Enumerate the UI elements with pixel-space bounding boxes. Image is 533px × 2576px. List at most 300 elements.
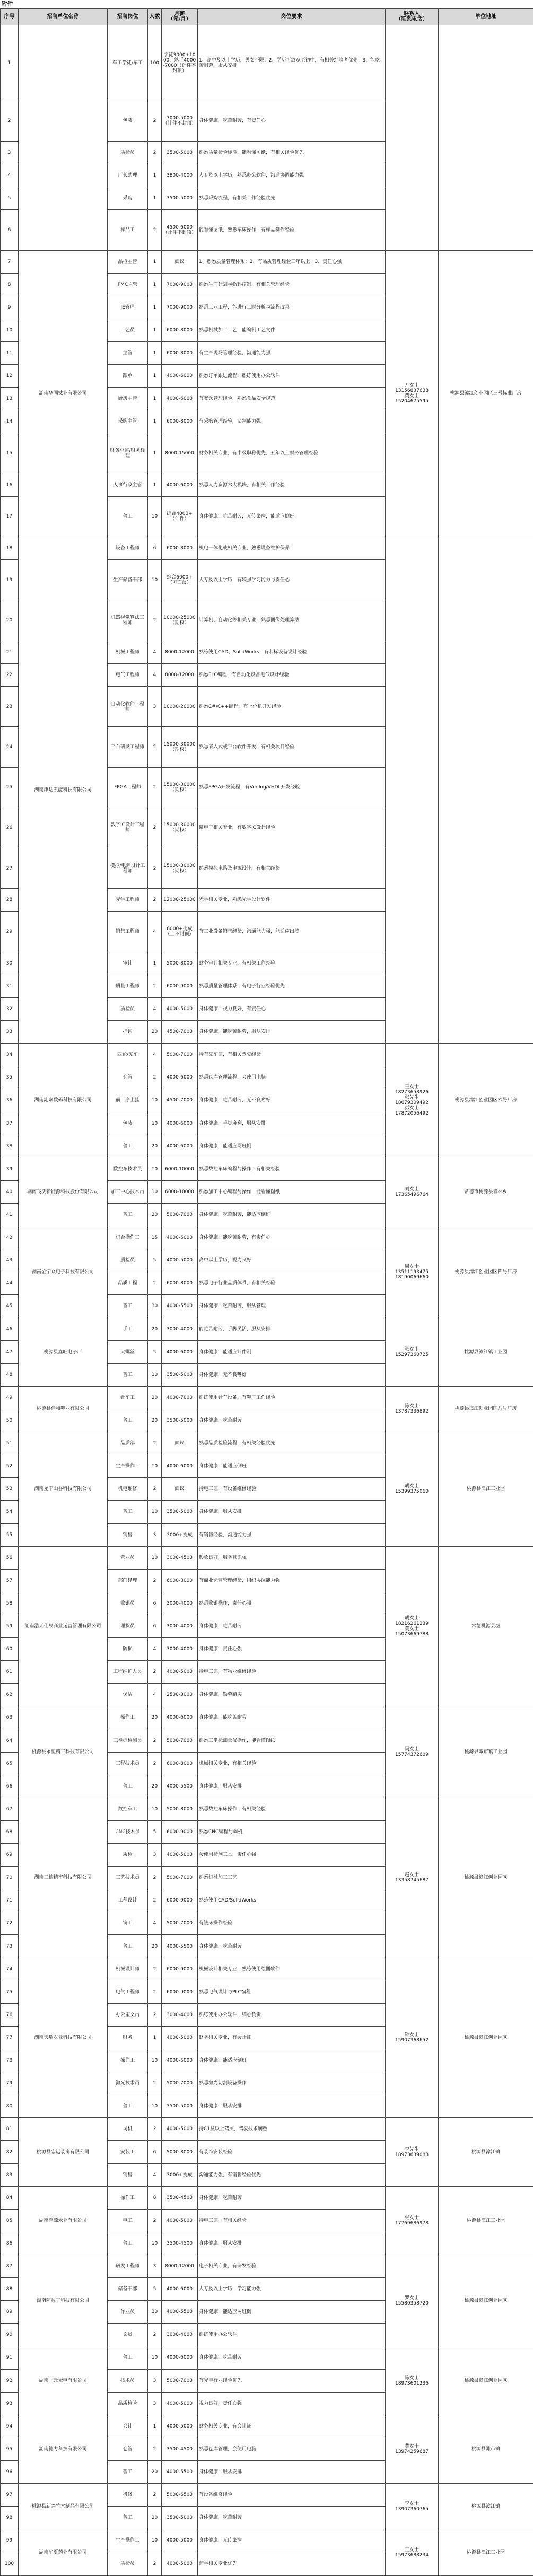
row-position: 质检	[108, 1844, 148, 1867]
row-salary: 4000-5500	[162, 1935, 198, 1958]
row-count: 10	[148, 1798, 162, 1820]
row-seq: 69	[1, 1844, 19, 1867]
row-count: 20	[148, 1021, 162, 1044]
row-seq: 21	[1, 641, 19, 663]
row-seq: 76	[1, 2003, 19, 2026]
row-requirements: 光学相关专业，熟悉光学设计软件	[198, 889, 386, 912]
row-requirements: 持有叉车证，有相关驾驶经验	[198, 1044, 386, 1066]
row-requirements: 熟悉C#/C++编程，有上位机开发经验	[198, 686, 386, 726]
row-salary: 4000-6000	[162, 1340, 198, 1363]
row-count: 1	[148, 388, 162, 410]
row-count: 10	[148, 1089, 162, 1112]
row-position: 质检员	[108, 2552, 148, 2576]
row-position: CNC技术员	[108, 1820, 148, 1843]
row-requirements: 有光电行业经验优先	[198, 2369, 386, 2392]
row-position: 生产储备干部	[108, 560, 148, 600]
row-requirements: 1、熟悉质量管理体系；2、有品质管理经验三年以上；3、责任心强	[198, 250, 386, 273]
row-position: 三坐标检测员	[108, 1729, 148, 1752]
row-position: 收银员	[108, 1592, 148, 1615]
row-count: 2	[148, 889, 162, 912]
row-seq: 53	[1, 1478, 19, 1501]
row-seq: 94	[1, 2415, 19, 2438]
document-title: 附件	[1, 1, 13, 7]
row-seq: 24	[1, 727, 19, 767]
row-salary: 3500-5000	[162, 1363, 198, 1386]
row-salary: 4500-6000（计件不封顶）	[162, 210, 198, 250]
row-requirements: 大专及以上学历，有较强学习能力与责任心	[198, 560, 386, 600]
row-requirements: 持电工证，有物业维修经验	[198, 1661, 386, 1684]
row-count: 30	[148, 1295, 162, 1318]
row-contact: 胡女士 15399375060	[386, 1432, 439, 1547]
table-row	[1, 1158, 533, 1180]
row-position: 储备干部	[108, 2278, 148, 2301]
row-position: 财务总监/财务经理	[108, 433, 148, 474]
row-position: 部门经理	[108, 1569, 148, 1592]
row-company: 桃源县鑫旺电子厂	[19, 1318, 108, 1386]
row-seq: 48	[1, 1363, 19, 1386]
row-seq: 4	[1, 164, 19, 187]
row-company: 湖南华夏药业有限公司	[19, 2529, 108, 2576]
row-position: 自动化软件工程师	[108, 686, 148, 726]
row-position: 机械工程师	[108, 641, 148, 663]
row-salary: 3500-5000	[162, 2095, 198, 2118]
row-salary: 5000-7000	[162, 1867, 198, 1889]
row-count: 4	[148, 663, 162, 686]
row-count: 2	[148, 1661, 162, 1684]
row-requirements: 能看懂图纸，熟悉车床操作，有样品制作经验	[198, 210, 386, 250]
row-position: 操作工	[108, 1706, 148, 1729]
row-count: 2	[148, 808, 162, 848]
row-salary: 3000-4000	[162, 1615, 198, 1637]
row-requirements: 财务相关专业，有会计证	[198, 2415, 386, 2438]
row-salary: 4000-5000	[162, 2392, 198, 2415]
row-requirements: 有设备维修经验	[198, 2484, 386, 2507]
row-count: 2	[148, 975, 162, 997]
row-seq: 6	[1, 210, 19, 250]
row-salary: 6000-8000	[162, 1752, 198, 1775]
row-count: 1	[148, 164, 162, 187]
row-seq: 33	[1, 1021, 19, 1044]
row-salary: 8000+提成（上不封顶）	[162, 912, 198, 952]
row-count: 10	[148, 2346, 162, 2369]
row-contact: 黄女士 13974259687	[386, 2415, 439, 2483]
row-salary: 6000-8000	[162, 1272, 198, 1295]
row-salary: 4000-6000	[162, 1066, 198, 1089]
row-position: 安装工	[108, 2141, 148, 2163]
header-count: 人数	[148, 9, 162, 25]
row-salary: 4000-5000	[162, 1661, 198, 1684]
row-salary: 10000-20000	[162, 686, 198, 726]
row-position: 车工学徒/车工	[108, 25, 148, 101]
row-count: 6	[148, 537, 162, 560]
row-seq: 85	[1, 2209, 19, 2232]
row-seq: 11	[1, 341, 19, 364]
row-salary: 5000-7000	[162, 1729, 198, 1752]
job-table-body	[1, 25, 533, 2576]
row-seq: 78	[1, 2049, 19, 2072]
row-salary: 4000-5500	[162, 1775, 198, 1798]
row-address: 桃源县漳江镇工业园	[439, 1318, 533, 1386]
row-requirements: 有装饰安装经验	[198, 2141, 386, 2163]
row-requirements: 机械相关专业，有相关经验	[198, 1752, 386, 1775]
row-position: FPGA工程师	[108, 767, 148, 808]
row-count: 1	[148, 2415, 162, 2438]
row-salary: 6000-9000	[162, 975, 198, 997]
row-company: 桃源县永恒精工科技有限公司	[19, 1706, 108, 1798]
row-count: 20	[148, 1409, 162, 1432]
row-position: 机器视觉算法工程师	[108, 600, 148, 641]
row-seq: 87	[1, 2255, 19, 2278]
row-company: 湖南飞沃新能源科技股份有限公司	[19, 1158, 108, 1226]
row-salary: 4000-6000	[162, 1455, 198, 1478]
row-contact: 陈女士 18973601236	[386, 2346, 439, 2415]
row-count: 5	[148, 1820, 162, 1843]
row-count: 20	[148, 1203, 162, 1226]
row-count: 10	[148, 560, 162, 600]
row-salary: 8000-12000	[162, 2255, 198, 2278]
row-requirements: 身体健康，服从安排	[198, 2232, 386, 2255]
row-salary: 4500-7000	[162, 1021, 198, 1044]
row-position: PMC主管	[108, 273, 148, 296]
row-seq: 62	[1, 1684, 19, 1706]
row-seq: 14	[1, 410, 19, 433]
row-salary: 6000-9000	[162, 1958, 198, 1981]
row-salary: 3500-5000	[162, 1501, 198, 1523]
row-address: 桃源县漳江工业园	[439, 1432, 533, 1547]
row-count: 2	[148, 1569, 162, 1592]
row-position: 铣工	[108, 1912, 148, 1935]
row-seq: 55	[1, 1523, 19, 1546]
row-count: 4	[148, 641, 162, 663]
row-requirements: 身体健康，吃苦耐劳	[198, 2186, 386, 2209]
row-seq: 19	[1, 560, 19, 600]
row-address: 桃源县漳江创业园区四号厂房	[439, 1226, 533, 1318]
row-requirements: 熟练使用办公软件	[198, 2324, 386, 2346]
table-row	[1, 25, 533, 101]
row-contact: 张女士 15297360725	[386, 1318, 439, 1386]
row-company: 湖南沁嘉数码科技有限公司	[19, 1044, 108, 1158]
table-row	[1, 2346, 533, 2369]
row-seq: 75	[1, 1981, 19, 2003]
row-requirements: 身体健康，吃苦耐劳，服从管理	[198, 1295, 386, 1318]
row-salary: 6000-8000	[162, 410, 198, 433]
row-requirements: 熟悉数控车床操作，有相关经验	[198, 1798, 386, 1820]
row-seq: 7	[1, 250, 19, 273]
row-requirements: 身体健康，服从安排	[198, 1501, 386, 1523]
row-salary: 4000-6000	[162, 2278, 198, 2301]
row-requirements: 熟练使用针车设备，有鞋厂工作经验	[198, 1386, 386, 1409]
row-requirements: 熟悉数控车床编程与操作，有相关经验	[198, 1158, 386, 1180]
row-seq: 16	[1, 474, 19, 496]
table-row	[1, 1386, 533, 1409]
row-seq: 31	[1, 975, 19, 997]
row-requirements: 身体健康，吃苦耐劳	[198, 1615, 386, 1637]
row-position: 激光技术员	[108, 2072, 148, 2095]
row-salary: 4000-5000	[162, 1844, 198, 1867]
row-position: 普工	[108, 2346, 148, 2369]
row-address	[439, 537, 533, 1044]
row-position: 仓管	[108, 1066, 148, 1089]
row-seq: 81	[1, 2118, 19, 2141]
table-row	[1, 1432, 533, 1455]
row-position: 样品工	[108, 210, 148, 250]
row-seq: 72	[1, 1912, 19, 1935]
row-seq: 1	[1, 25, 19, 101]
row-contact: 吴女士 15774372609	[386, 1706, 439, 1798]
row-position: 普工	[108, 1135, 148, 1158]
table-row	[1, 1958, 533, 1981]
row-salary: 4000-5000	[162, 2552, 198, 2576]
row-seq: 52	[1, 1455, 19, 1478]
row-requirements: 身体健康，服从安排	[198, 1775, 386, 1798]
row-requirements: 熟悉工业工程，能进行工时分析与流程改善	[198, 296, 386, 319]
row-position: 包装	[108, 101, 148, 141]
row-requirements: 身体健康，吃苦耐劳	[198, 2346, 386, 2369]
table-row	[1, 1318, 533, 1340]
row-company: 湖南天瑞农业科技有限公司	[19, 1958, 108, 2118]
row-requirements: 能吃苦耐劳，手脚灵活，服从安排	[198, 1318, 386, 1340]
row-count: 8	[148, 2186, 162, 2209]
row-requirements: 熟悉品质检验流程，有相关经验优先	[198, 1432, 386, 1455]
row-count: 1	[148, 433, 162, 474]
header-address: 单位地址	[439, 9, 533, 25]
row-salary: 4000-6000	[162, 365, 198, 388]
row-seq: 66	[1, 1775, 19, 1798]
row-requirements: 身体健康，无传染病	[198, 2529, 386, 2552]
row-position: 数字IC设计工程师	[108, 808, 148, 848]
row-seq: 80	[1, 2095, 19, 2118]
row-requirements: 熟悉PLC编程，有自动化设备电气设计经验	[198, 663, 386, 686]
row-address: 桃源县陬市镇工业园	[439, 1706, 533, 1798]
row-salary: 6000-8000	[162, 341, 198, 364]
row-requirements: 熟悉生产计划与物料控制，有相关管理经验	[198, 273, 386, 296]
row-position: 工艺技术员	[108, 1867, 148, 1889]
row-requirements: 电子相关专业，有研发经验	[198, 2255, 386, 2278]
header-position: 招聘岗位	[108, 9, 148, 25]
row-salary: 8000-12000	[162, 641, 198, 663]
row-salary: 4000-6000	[162, 1706, 198, 1729]
row-seq: 73	[1, 1935, 19, 1958]
row-requirements: 身体健康，服从安排	[198, 2095, 386, 2118]
row-requirements: 财务审计相关专业，有相关工作经验	[198, 952, 386, 975]
row-position: 前工序上挂	[108, 1089, 148, 1112]
row-seq: 30	[1, 952, 19, 975]
row-position: 普工	[108, 1935, 148, 1958]
row-count: 2	[148, 2209, 162, 2232]
row-position: 司机	[108, 2118, 148, 2141]
row-salary: 5000-7000	[162, 1203, 198, 1226]
row-position: 跟单	[108, 365, 148, 388]
row-count: 10	[148, 1363, 162, 1386]
row-count: 1	[148, 474, 162, 496]
row-count: 5	[148, 1340, 162, 1363]
row-salary: 3500-5000	[162, 141, 198, 164]
row-count: 6	[148, 1615, 162, 1637]
row-position: 质检员	[108, 1249, 148, 1272]
row-company: 湖南龙丰山谷科技有限公司	[19, 1432, 108, 1547]
row-requirements: 熟悉仓库管理，会使用电脑	[198, 2438, 386, 2460]
row-count: 4	[148, 1684, 162, 1706]
row-requirements: 熟悉CNC编程与调机	[198, 1820, 386, 1843]
row-requirements: 高中以上学历，视力良好	[198, 1249, 386, 1272]
header-salary: 月薪 （元/月）	[162, 9, 198, 25]
row-salary: 5000-8000	[162, 1798, 198, 1820]
row-salary: 学徒3000+1000，熟手4000-7000（计件不封顶）	[162, 25, 198, 101]
row-count: 3	[148, 1844, 162, 1867]
row-position: 工艺员	[108, 319, 148, 341]
row-salary: 3500-4500	[162, 2232, 198, 2255]
row-position: 质检员	[108, 997, 148, 1020]
row-seq: 2	[1, 101, 19, 141]
row-count: 4	[148, 1912, 162, 1935]
row-salary: 4500-7000	[162, 1089, 198, 1112]
row-requirements: 有餐饮管理经验，熟悉食品安全规范	[198, 388, 386, 410]
row-position: 品质部	[108, 1432, 148, 1455]
row-seq: 99	[1, 2529, 19, 2552]
row-requirements: 熟悉仓库管理流程，会使用电脑	[198, 1066, 386, 1089]
row-salary: 4000-5500	[162, 2460, 198, 2483]
row-seq: 65	[1, 1752, 19, 1775]
row-count: 1	[148, 273, 162, 296]
row-requirements: 身体健康，责任心强	[198, 1638, 386, 1661]
row-seq: 90	[1, 2324, 19, 2346]
row-contact: 胡女士 18216261239 黄女士 15073669788	[386, 1546, 439, 1706]
row-count: 4	[148, 1044, 162, 1066]
row-seq: 35	[1, 1066, 19, 1089]
row-address: 桃源县漳江镇	[439, 2118, 533, 2186]
row-position: 机械设计师	[108, 1958, 148, 1981]
row-count: 30	[148, 2301, 162, 2324]
header-company: 招聘单位名称	[19, 9, 108, 25]
row-count: 2	[148, 600, 162, 641]
row-seq: 41	[1, 1203, 19, 1226]
row-count: 2	[148, 1889, 162, 1912]
row-count: 20	[148, 1775, 162, 1798]
row-salary: 3000-5000（计件不封顶）	[162, 101, 198, 141]
row-count: 3	[148, 2392, 162, 2415]
row-position: 普工	[108, 1203, 148, 1226]
row-salary: 2500-3000	[162, 1684, 198, 1706]
row-requirements: 持C1及以上驾照，驾驶技术娴熟	[198, 2118, 386, 2141]
row-seq: 27	[1, 848, 19, 889]
row-count: 10	[148, 2095, 162, 2118]
row-seq: 86	[1, 2232, 19, 2255]
row-salary: 3500-5000	[162, 1409, 198, 1432]
row-contact: 李先生 18973639088	[386, 2118, 439, 2186]
row-requirements: 熟悉电气设计与PLC编程	[198, 1981, 386, 2003]
row-count: 20	[148, 1318, 162, 1340]
row-position: 电工	[108, 2209, 148, 2232]
table-row	[1, 2186, 533, 2209]
row-position: 研发工程师	[108, 2255, 148, 2278]
row-seq: 50	[1, 1409, 19, 1432]
row-company: 桃源县佳和鞋业有限公司	[19, 1386, 108, 1432]
row-position: 工程设计	[108, 1889, 148, 1912]
row-salary: 4000-5500	[162, 2301, 198, 2324]
row-requirements: 熟悉收银操作，责任心强	[198, 1592, 386, 1615]
row-position: 办公室文员	[108, 2003, 148, 2026]
row-seq: 17	[1, 496, 19, 537]
row-position: 机台操作工	[108, 1226, 148, 1249]
row-count: 3	[148, 686, 162, 726]
row-seq: 46	[1, 1318, 19, 1340]
row-count: 2	[148, 767, 162, 808]
row-requirements: 熟悉采购流程，有相关工作经验优先	[198, 187, 386, 210]
row-salary: 4000-5000	[162, 2118, 198, 2141]
row-count: 2	[148, 210, 162, 250]
row-position: 生产操作工	[108, 2529, 148, 2552]
row-company: 湖南一元光电有限公司	[19, 2346, 108, 2415]
row-requirements: 身体健康，吃苦耐劳，有责任心	[198, 101, 386, 141]
row-seq: 70	[1, 1867, 19, 1889]
row-count: 4	[148, 2163, 162, 2186]
row-salary: 3500-5000	[162, 2507, 198, 2529]
row-address: 桃源县漳江镇	[439, 2484, 533, 2529]
row-count: 3	[148, 2369, 162, 2392]
row-requirements: 熟练使用CAD、SolidWorks，有非标设备设计经验	[198, 641, 386, 663]
row-seq: 12	[1, 365, 19, 388]
row-salary: 4000-7000	[162, 1386, 198, 1409]
row-count: 20	[148, 2507, 162, 2529]
row-requirements: 身体健康，视力良好，有责任心	[198, 997, 386, 1020]
table-row	[1, 2484, 533, 2507]
row-position: 审计	[108, 952, 148, 975]
row-salary: 3500-4500	[162, 2438, 198, 2460]
row-position: 手工	[108, 1318, 148, 1340]
row-salary: 3000-4000	[162, 1592, 198, 1615]
row-salary: 5000-7000	[162, 1044, 198, 1066]
row-position: 人事行政主管	[108, 474, 148, 496]
row-position: 普工	[108, 1501, 148, 1523]
row-contact: 万女士 13156837638 黄女士 15204675595	[386, 250, 439, 537]
row-salary: 4000-5000	[162, 997, 198, 1020]
row-position: 理货员	[108, 1615, 148, 1637]
row-position: 销售工程师	[108, 912, 148, 952]
row-seq: 89	[1, 2301, 19, 2324]
row-salary: 4000-6000	[162, 1112, 198, 1135]
row-salary: 6000-10000	[162, 1180, 198, 1203]
row-requirements: 财务相关专业，有会计证	[198, 2026, 386, 2049]
row-count: 4	[148, 1638, 162, 1661]
row-count: 3	[148, 1523, 162, 1546]
row-company: 湖南华固钛业有限公司	[19, 250, 108, 537]
row-position: 销售	[108, 2163, 148, 2186]
row-position: 加工中心技术员	[108, 1180, 148, 1203]
row-salary: 4000-6000	[162, 474, 198, 496]
row-requirements: 身体健康，吃苦耐劳	[198, 2507, 386, 2529]
row-count: 10	[148, 1158, 162, 1180]
row-position: 平台研发工程师	[108, 727, 148, 767]
row-seq: 39	[1, 1158, 19, 1180]
row-salary: 5000-8000	[162, 2141, 198, 2163]
row-salary: 3000+提成	[162, 1523, 198, 1546]
row-contact	[386, 537, 439, 1044]
row-count: 1	[148, 365, 162, 388]
row-position: 光学工程师	[108, 889, 148, 912]
row-requirements: 身体健康，能吃苦耐劳	[198, 1706, 386, 1729]
row-requirements: 身体健康，吃苦耐劳	[198, 1409, 386, 1432]
row-seq: 56	[1, 1546, 19, 1569]
row-position: 质检员	[108, 141, 148, 164]
row-position: 普工	[108, 2232, 148, 2255]
table-row	[1, 2118, 533, 2141]
row-requirements: 计算机、自动化等相关专业，熟悉图像处理算法	[198, 600, 386, 641]
row-salary: 15000-30000（期权）	[162, 848, 198, 889]
row-seq: 36	[1, 1089, 19, 1112]
row-requirements: 熟悉嵌入式或平台软件开发，有相关项目经验	[198, 727, 386, 767]
row-address: 桃源县漳江创业园区八号厂房	[439, 1386, 533, 1432]
row-count: 2	[148, 1272, 162, 1295]
